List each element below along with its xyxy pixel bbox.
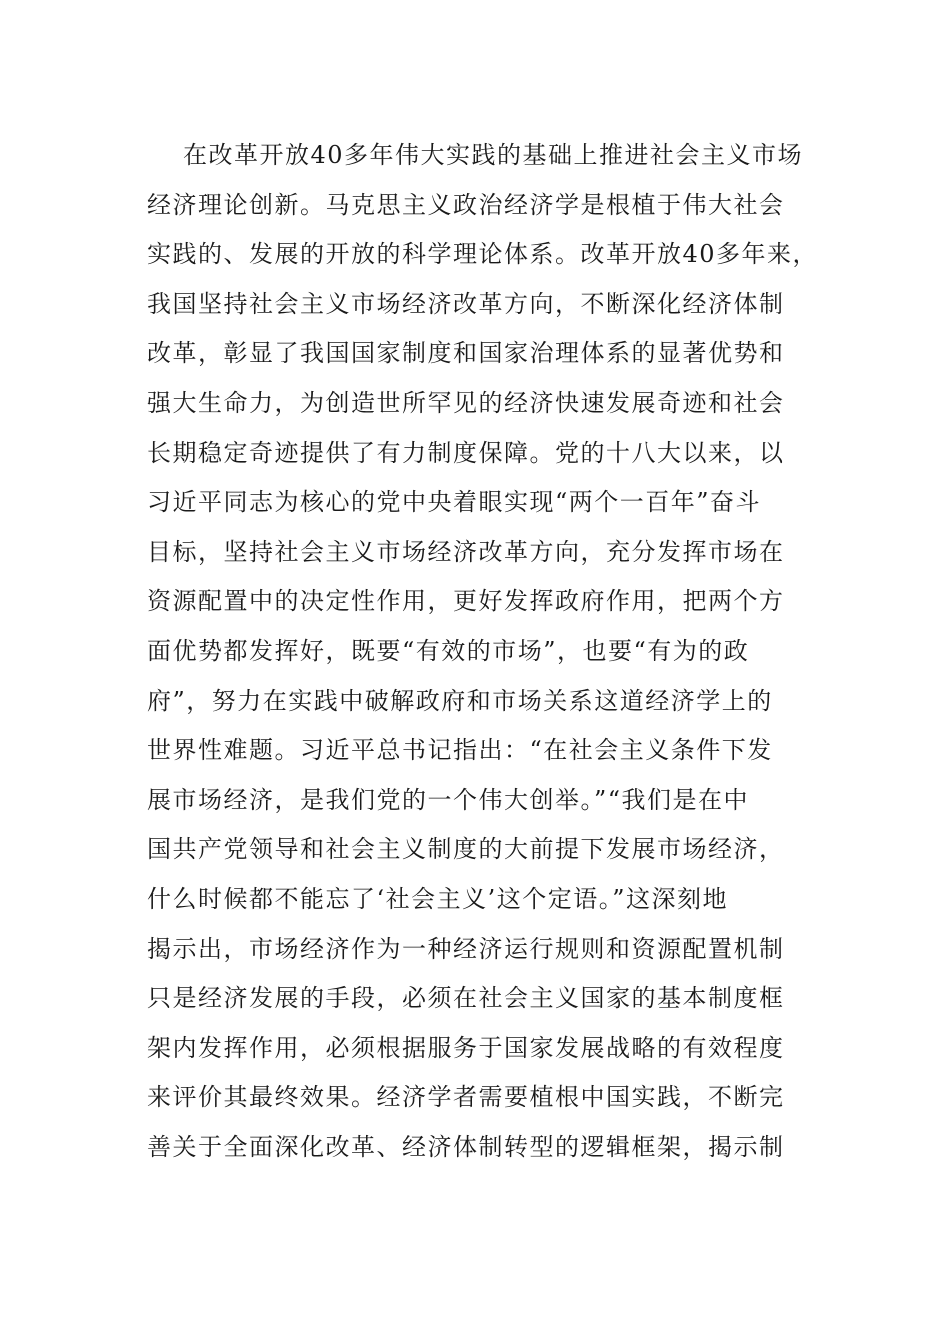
text-line: 实践的、发展的开放的科学理论体系。改革开放40多年来， — [147, 240, 819, 269]
text-line: 改革，彰显了我国国家制度和国家治理体系的显著优势和 — [147, 339, 785, 368]
text-line: 善关于全面深化改革、经济体制转型的逻辑框架，揭示制 — [147, 1132, 785, 1161]
text-line: 什么时候都不能忘了‘社会主义’这个定语。”这深刻地 — [147, 884, 729, 913]
text-line: 我国坚持社会主义市场经济改革方向，不断深化经济体制 — [147, 289, 785, 318]
text-line: 国共产党领导和社会主义制度的大前提下发展市场经济， — [147, 835, 785, 864]
text-line: 揭示出，市场经济作为一种经济运行规则和资源配置机制 — [147, 934, 785, 963]
text-line: 在改革开放40多年伟大实践的基础上推进社会主义市场 — [183, 141, 804, 169]
text-line: 长期稳定奇迹提供了有力制度保障。党的十八大以来，以 — [147, 438, 785, 467]
text-line: 资源配置中的决定性作用，更好发挥政府作用，把两个方 — [147, 587, 785, 616]
text-line: 世界性难题。习近平总书记指出：“在社会主义条件下发 — [147, 736, 773, 765]
text-line: 只是经济发展的手段，必须在社会主义国家的基本制度框 — [147, 984, 785, 1013]
text-line: 面优势都发挥好，既要“有效的市场”，也要“有为的政 — [147, 636, 750, 665]
body-paragraph — [147, 131, 819, 1172]
text-line: 来评价其最终效果。经济学者需要植根中国实践，不断完 — [147, 1083, 785, 1112]
text-line: 目标，坚持社会主义市场经济改革方向，充分发挥市场在 — [147, 537, 785, 566]
text-line: 展市场经济，是我们党的一个伟大创举。”“我们是在中 — [147, 785, 750, 814]
text-line: 习近平同志为核心的党中央着眼实现“两个一百年”奋斗 — [147, 488, 762, 517]
text-line: 府”，努力在实践中破解政府和市场关系这道经济学上的 — [147, 686, 773, 715]
text-line: 强大生命力，为创造世所罕见的经济快速发展奇迹和社会 — [147, 388, 785, 417]
text-line: 经济理论创新。马克思主义政治经济学是根植于伟大社会 — [147, 190, 785, 219]
text-line: 架内发挥作用，必须根据服务于国家发展战略的有效程度 — [147, 1033, 785, 1062]
